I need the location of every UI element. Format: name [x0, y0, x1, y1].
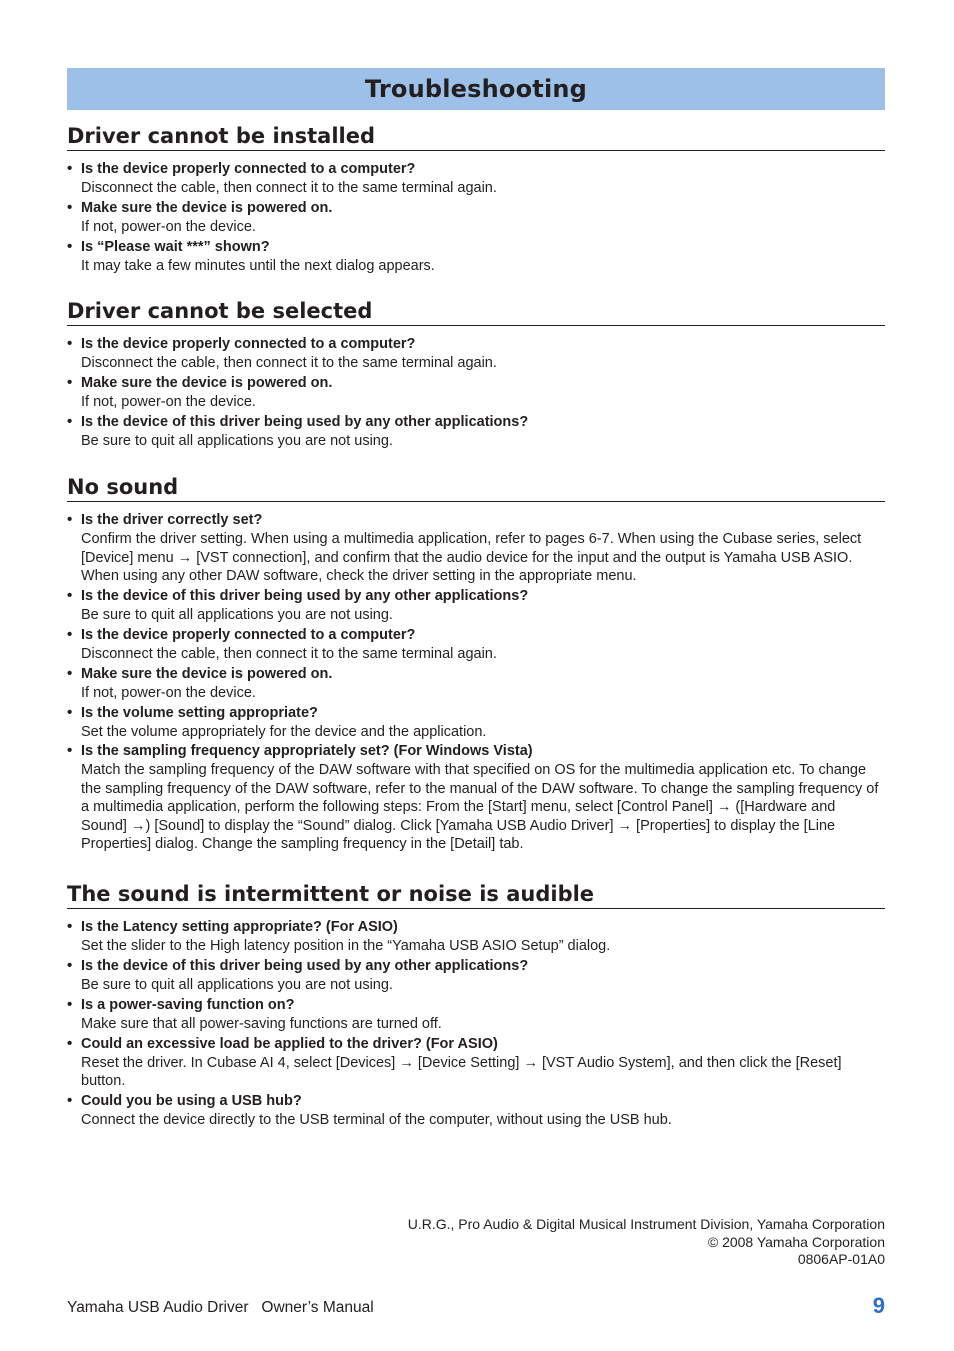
answer: Be sure to quit all applications you are not using.: [81, 432, 393, 449]
section-driver-cannot-be-selected: [67, 297, 885, 452]
question: Is the device of this driver being used by any other applications?: [81, 957, 529, 974]
question: Is the driver correctly set?: [81, 512, 263, 528]
answer: If not, power-on the device.: [81, 393, 256, 410]
section-heading: No sound: [67, 473, 885, 502]
list-item: [67, 742, 885, 854]
page-title: Troubleshooting: [364, 75, 588, 103]
list-item: [67, 957, 885, 995]
credit-code: 0806AP-01A0: [797, 1251, 885, 1268]
bullet-icon: •: [67, 511, 73, 528]
answer: Disconnect the cable, then connect it to the same terminal again.: [81, 355, 497, 371]
list-item: [67, 704, 885, 742]
bullet-icon: •: [67, 703, 73, 721]
answer: It may take a few minutes until the next dialog appears.: [81, 257, 435, 274]
list-item: [67, 918, 885, 956]
answer: Match the sampling frequency of the DAW software with that specified on OS for the multimedia application etc. To change the sampling frequency of the DAW software, refer to the manual of the DAW software. To change the sampling frequency of a multimedia application, perform the following steps: From the [Start] menu, select [Control Panel] → ([Hardware and Sound] →) [Sound] to display the “Sound” dialog. Click [Yamaha USB Audio Driver] → [Properties] to display the [Line Properties] dialog. Change the sampling frequency in the [Detail] tab.: [81, 762, 879, 853]
bullet-icon: •: [67, 956, 73, 974]
bullet-icon: •: [67, 198, 73, 216]
answer: Be sure to quit all applications you are not using.: [81, 606, 393, 623]
list-item: [67, 665, 885, 703]
list-item: [67, 199, 885, 237]
question: Is “Please wait ***” shown?: [81, 238, 270, 255]
section-driver-cannot-be-installed: [67, 122, 885, 277]
list-item: [67, 587, 885, 625]
bullet-icon: •: [67, 160, 73, 177]
credit-copyright: © 2008 Yamaha Corporation: [707, 1233, 885, 1250]
credit-division: U.R.G., Pro Audio & Digital Musical Instrument Division, Yamaha Corporation: [407, 1216, 885, 1232]
bullet-icon: •: [67, 995, 73, 1013]
section-sound-intermittent: [67, 880, 885, 1131]
item-list: [67, 918, 885, 1130]
list-item: [67, 374, 885, 412]
list-item: [67, 1035, 885, 1091]
section-no-sound: [67, 473, 885, 855]
title-bar: [67, 68, 885, 110]
answer: Make sure that all power-saving functions are turned off.: [81, 1015, 442, 1032]
list-item: [67, 160, 885, 198]
list-item: [67, 1092, 885, 1130]
question: Is a power-saving function on?: [81, 996, 295, 1013]
question: Is the sampling frequency appropriately set? (For Windows Vista): [81, 743, 533, 760]
section-heading: The sound is intermittent or noise is audible: [67, 880, 885, 909]
answer: Disconnect the cable, then connect it to the same terminal again.: [81, 180, 497, 196]
question: Could you be using a USB hub?: [81, 1093, 302, 1110]
answer: Set the volume appropriately for the device and the application.: [81, 723, 487, 740]
list-item: [67, 413, 885, 451]
section-heading: Driver cannot be installed: [67, 122, 885, 151]
bullet-icon: •: [67, 586, 73, 604]
bullet-icon: •: [67, 335, 73, 352]
question: Make sure the device is powered on.: [81, 199, 333, 216]
bullet-icon: •: [67, 1034, 73, 1052]
item-list: [67, 335, 885, 450]
list-item: [67, 335, 885, 373]
answer: If not, power-on the device.: [81, 684, 256, 701]
answer: If not, power-on the device.: [81, 218, 256, 235]
list-item: [67, 996, 885, 1034]
question: Make sure the device is powered on.: [81, 374, 333, 391]
bullet-icon: •: [67, 1092, 73, 1110]
question: Could an excessive load be applied to the driver? (For ASIO): [81, 1035, 498, 1052]
question: Is the volume setting appropriate?: [81, 704, 318, 721]
manual-name: Yamaha USB Audio Driver Owner’s Manual: [67, 1299, 374, 1316]
section-heading: Driver cannot be selected: [67, 297, 885, 326]
question: Is the device of this driver being used by any other applications?: [81, 413, 529, 430]
question: Is the device properly connected to a computer?: [81, 336, 416, 352]
page-number: 9: [872, 1293, 885, 1318]
item-list: [67, 511, 885, 854]
bullet-icon: •: [67, 625, 73, 643]
bullet-icon: •: [67, 237, 73, 255]
footer-credits: [408, 1216, 885, 1269]
answer: Reset the driver. In Cubase AI 4, select [Devices] → [Device Setting] → [VST Audio System], and then click the [Reset] button.: [81, 1054, 842, 1090]
answer: Connect the device directly to the USB terminal of the computer, without using the USB hub.: [81, 1112, 672, 1129]
list-item: [67, 238, 885, 276]
answer: Set the slider to the High latency position in the “Yamaha USB ASIO Setup” dialog.: [81, 938, 611, 954]
answer: Confirm the driver setting. When using a multimedia application, refer to pages 6-7. When using the Cubase series, select [Device] menu → [VST connection], and confirm that the audio device for the input and the output is Yamaha USB ASIO. When using any other DAW software, check the driver setting in the appropriate menu.: [81, 531, 862, 584]
question: Is the Latency setting appropriate? (For ASIO): [81, 919, 398, 935]
item-list: [67, 160, 885, 275]
list-item: [67, 626, 885, 664]
answer: Disconnect the cable, then connect it to the same terminal again.: [81, 645, 497, 662]
question: Is the device of this driver being used by any other applications?: [81, 587, 529, 604]
list-item: [67, 511, 885, 586]
question: Is the device properly connected to a computer?: [81, 161, 416, 177]
question: Make sure the device is powered on.: [81, 665, 333, 682]
bullet-icon: •: [67, 412, 73, 430]
bullet-icon: •: [67, 373, 73, 391]
bullet-icon: •: [67, 742, 73, 760]
bullet-icon: •: [67, 918, 73, 935]
question: Is the device properly connected to a computer?: [81, 626, 416, 643]
bullet-icon: •: [67, 664, 73, 682]
answer: Be sure to quit all applications you are not using.: [81, 976, 393, 993]
